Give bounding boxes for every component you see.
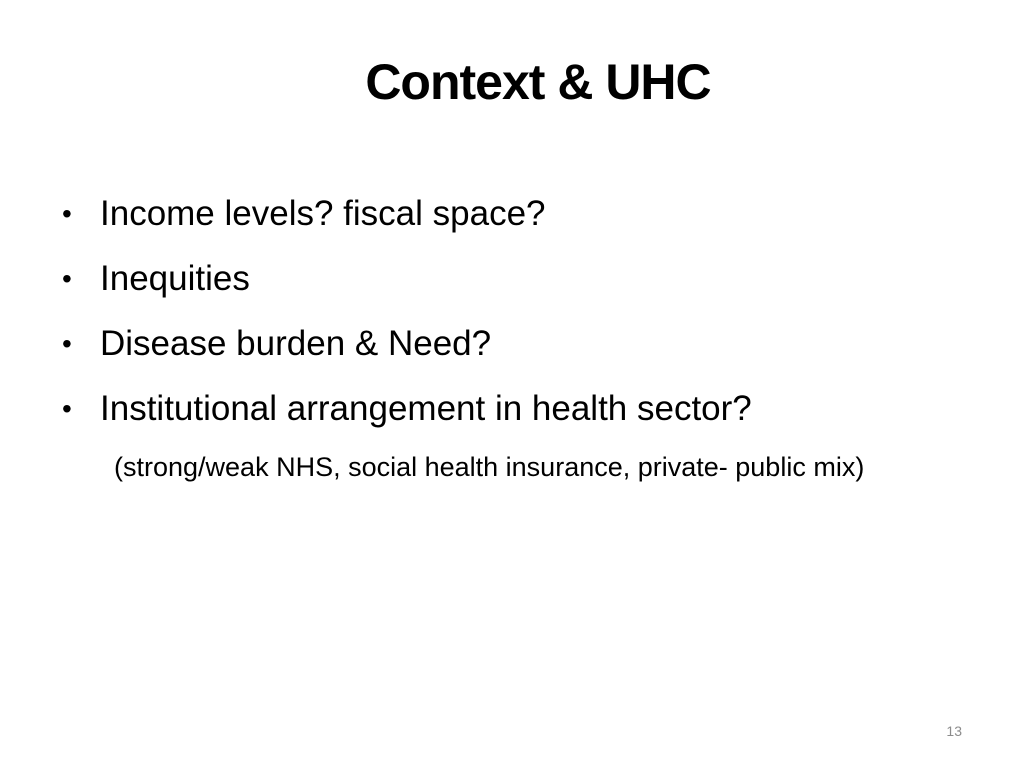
sub-bullet-text: (strong/weak NHS, social health insurance, private- public mix) — [114, 452, 865, 482]
bullet-text: Institutional arrangement in health sector? — [100, 389, 752, 428]
bullet-text: Inequities — [100, 259, 250, 298]
bullet-icon: • — [62, 393, 72, 424]
bullet-item-inequities — [58, 253, 988, 305]
bullet-text: Disease burden & Need? — [100, 324, 492, 363]
bullet-item-income — [58, 188, 988, 240]
slide-title: Context & UHC — [365, 54, 711, 110]
bullet-icon: • — [62, 263, 72, 294]
page-number: 13 — [946, 723, 962, 739]
bullet-item-disease-burden — [58, 318, 988, 370]
bullet-list — [58, 188, 988, 448]
bullet-icon: • — [62, 328, 72, 359]
bullet-text: Income levels? fiscal space? — [100, 194, 546, 233]
bullet-item-institutional — [58, 383, 988, 435]
bullet-icon: • — [62, 198, 72, 229]
